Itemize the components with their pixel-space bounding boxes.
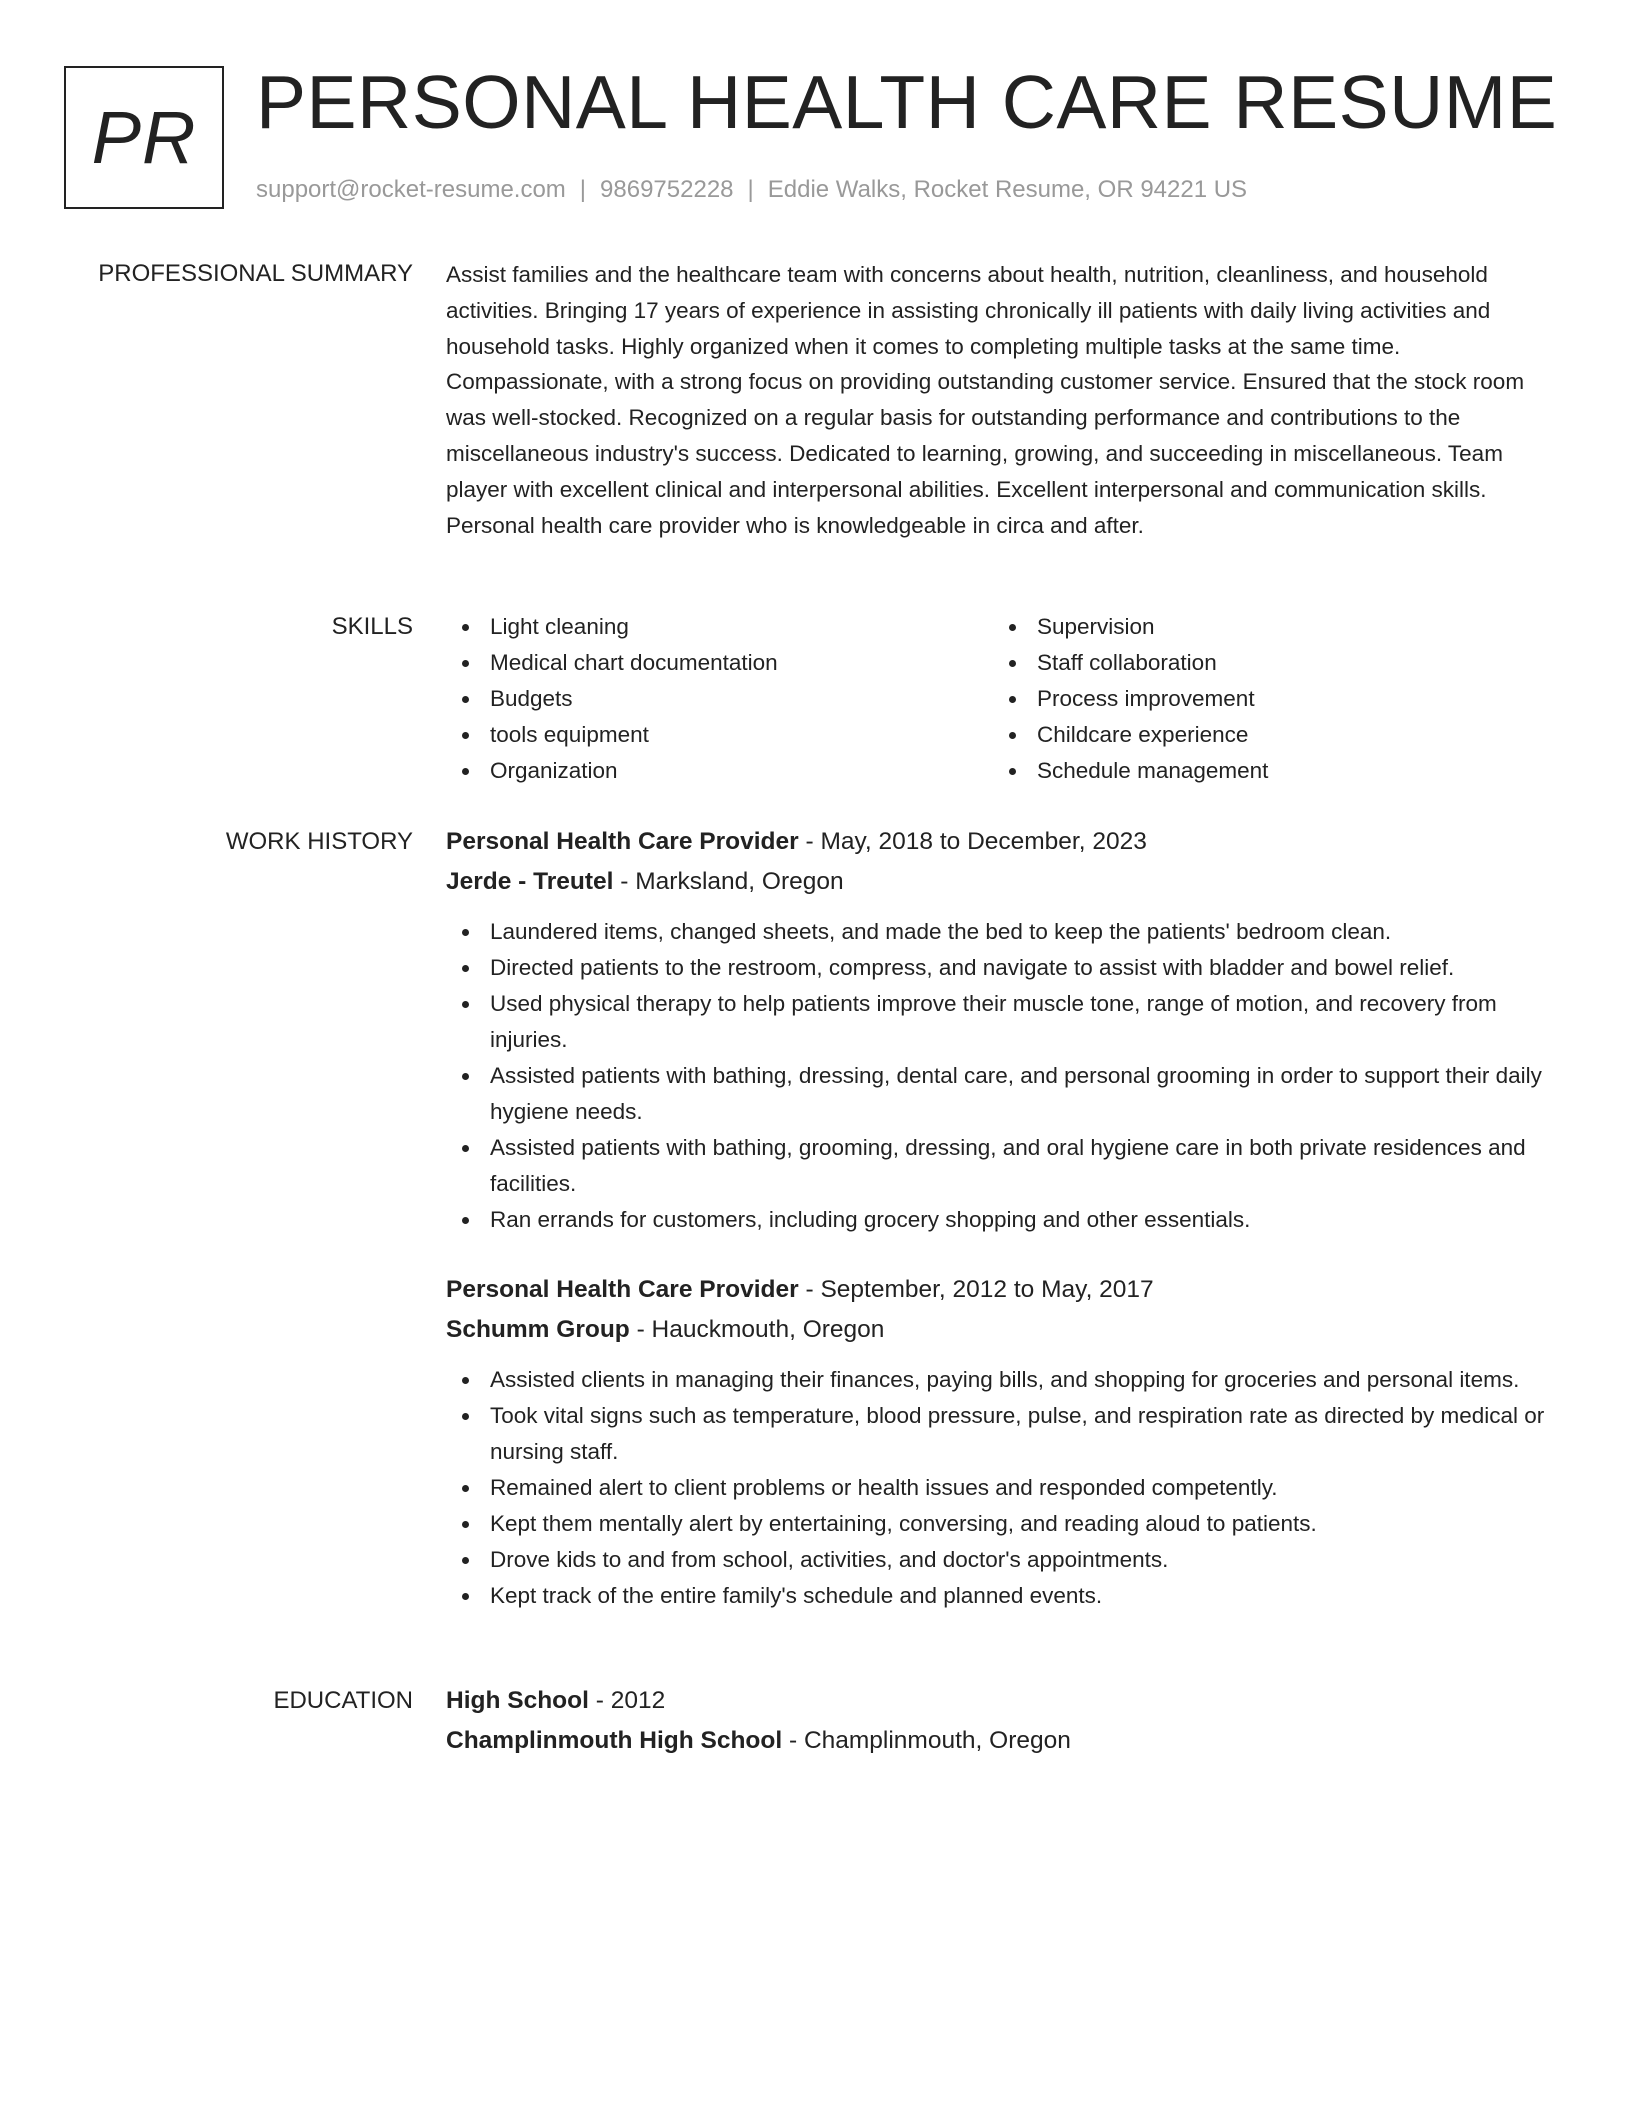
job-company-line <box>446 1310 1556 1350</box>
education-school: Champlinmouth High School <box>446 1727 783 1754</box>
duty-item: Remained alert to client problems or health issues and responded competently. <box>446 1470 1556 1506</box>
duty-item: Used physical therapy to help patients improve their muscle tone, range of motion, and recovery from injuries. <box>446 986 1556 1058</box>
skill-item: Organization <box>446 753 993 789</box>
duty-item: Took vital signs such as temperature, blood pressure, pulse, and respiration rate as directed by medical or nursing staff. <box>446 1398 1556 1470</box>
monogram-box <box>64 66 224 209</box>
resume-title: PERSONAL HEALTH CARE RESUME <box>256 60 1558 144</box>
skill-item: Supervision <box>993 609 1540 645</box>
skill-item: Medical chart documentation <box>446 645 993 681</box>
contact-phone[interactable]: 9869752228 <box>600 176 734 203</box>
duty-item: Kept them mentally alert by entertaining, conversing, and reading aloud to patients. <box>446 1506 1556 1542</box>
job-title: Personal Health Care Provider <box>446 1276 799 1303</box>
contact-email[interactable]: support@rocket-resume.com <box>256 176 566 203</box>
contact-separator: | <box>747 176 754 203</box>
education-year: - 2012 <box>588 1687 666 1714</box>
summary-heading: PROFESSIONAL SUMMARY <box>98 260 413 287</box>
contact-line <box>256 172 1247 208</box>
skill-item: Staff collaboration <box>993 645 1540 681</box>
duty-item: Drove kids to and from school, activities, and doctor's appointments. <box>446 1542 1556 1578</box>
education-degree: High School <box>446 1687 589 1714</box>
education-school-line <box>446 1721 1556 1761</box>
skills-list-right <box>993 609 1540 789</box>
skills-heading: SKILLS <box>331 613 413 640</box>
work-history-heading: WORK HISTORY <box>225 828 413 855</box>
job-entry <box>446 1270 1556 1614</box>
education-heading: EDUCATION <box>273 1687 413 1714</box>
job-dates: - May, 2018 to December, 2023 <box>798 828 1147 855</box>
skill-item: Budgets <box>446 681 993 717</box>
duty-item: Ran errands for customers, including grocery shopping and other essentials. <box>446 1202 1556 1238</box>
duty-item: Directed patients to the restroom, compress, and navigate to assist with bladder and bowel relief. <box>446 950 1556 986</box>
education-degree-line <box>446 1681 1556 1721</box>
summary-text: Assist families and the healthcare team with concerns about health, nutrition, cleanliness, and household activities. Bringing 17 years of experience in assisting chronically ill patients with daily living activities and household tasks. Highly organized when it comes to completing multiple tasks at the same time. Compassionate, with a strong focus on providing outstanding customer service. Ensured that the stock room was well-stocked. Recognized on a regular basis for outstanding performance and contributions to the miscellaneous industry's success. Dedicated to learning, growing, and succeeding in miscellaneous. Team player with excellent clinical and interpersonal abilities. Excellent interpersonal and communication skills. Personal health care provider who is knowledgeable in circa and after. <box>446 262 1525 538</box>
monogram-text: PR <box>91 96 197 179</box>
skill-item: Process improvement <box>993 681 1540 717</box>
duty-item: Assisted clients in managing their finances, paying bills, and shopping for groceries and personal items. <box>446 1362 1556 1398</box>
contact-address: Eddie Walks, Rocket Resume, OR 94221 US <box>767 176 1248 203</box>
job-title: Personal Health Care Provider <box>446 828 799 855</box>
skill-item: Light cleaning <box>446 609 993 645</box>
job-duties <box>446 914 1556 1238</box>
skills-list-left <box>446 609 993 789</box>
contact-separator: | <box>579 176 587 203</box>
job-company: Jerde - Treutel <box>446 868 614 895</box>
skill-item: tools equipment <box>446 717 993 753</box>
duty-item: Laundered items, changed sheets, and made the bed to keep the patients' bedroom clean. <box>446 914 1556 950</box>
job-location: - Marksland, Oregon <box>613 868 844 895</box>
job-location: - Hauckmouth, Oregon <box>629 1316 885 1343</box>
job-title-line <box>446 822 1556 862</box>
job-title-line <box>446 1270 1556 1310</box>
duty-item: Kept track of the entire family's schedule and planned events. <box>446 1578 1556 1614</box>
job-dates: - September, 2012 to May, 2017 <box>798 1276 1154 1303</box>
education-entry <box>446 1681 1556 1761</box>
skill-item: Schedule management <box>993 753 1540 789</box>
skills-columns <box>446 609 1556 789</box>
job-entry <box>446 822 1556 1238</box>
duty-item: Assisted patients with bathing, dressing, dental care, and personal grooming in order to support their daily hygiene needs. <box>446 1058 1556 1130</box>
skill-item: Childcare experience <box>993 717 1540 753</box>
job-company-line <box>446 862 1556 902</box>
duty-item: Assisted patients with bathing, grooming, dressing, and oral hygiene care in both private residences and facilities. <box>446 1130 1556 1202</box>
education-location: - Champlinmouth, Oregon <box>782 1727 1071 1754</box>
job-company: Schumm Group <box>446 1316 630 1343</box>
job-duties <box>446 1362 1556 1614</box>
